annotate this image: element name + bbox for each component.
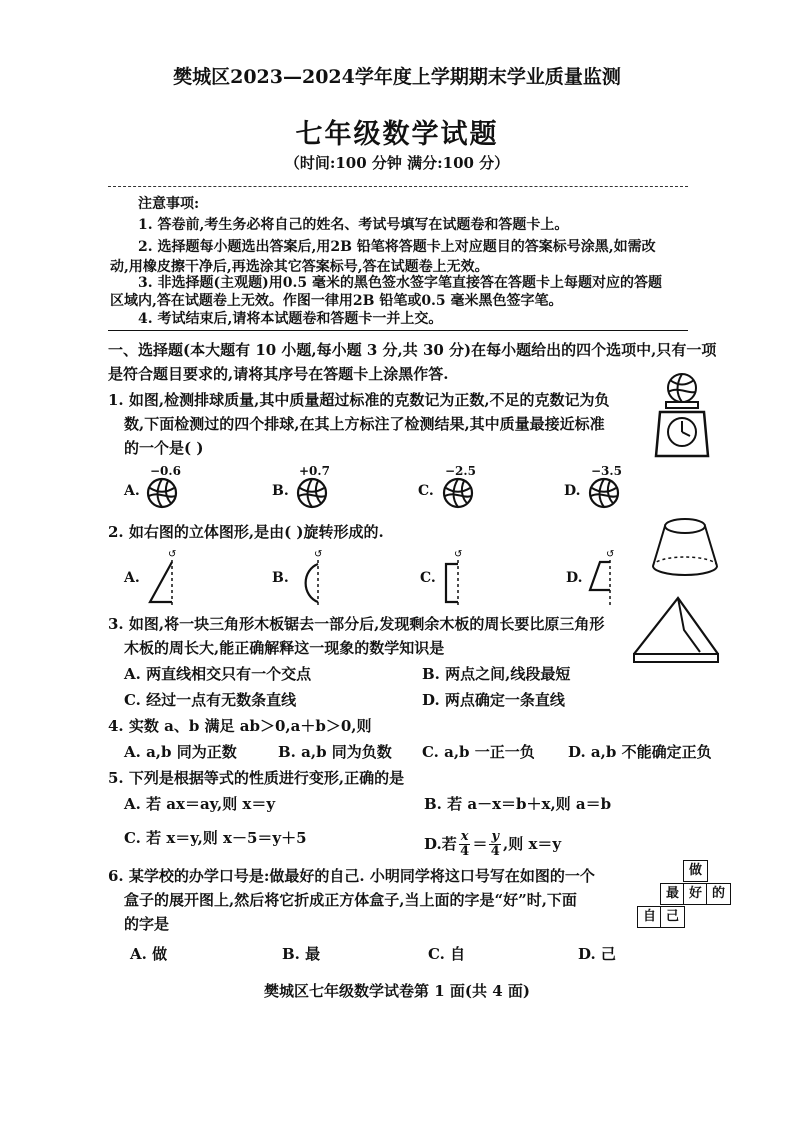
- svg-text:↺: ↺: [606, 549, 615, 560]
- q5-option-d: [424, 826, 561, 862]
- q4-option-b: B. a,b 同为负数: [278, 743, 392, 761]
- q1-option-b-label: B.: [272, 483, 289, 499]
- q5-option-d-equals: ＝: [472, 835, 488, 853]
- q1-line2: 数,下面检测过的四个排球,在其上方标注了检测结果,其中质量最接近标准: [124, 415, 605, 433]
- q6-line1: 6. 某学校的办学口号是:做最好的自己. 小明同学将这口号写在如图的一个: [108, 867, 595, 885]
- q3-option-d: D. 两点确定一条直线: [422, 691, 565, 709]
- section1-intro-line1: 一、选择题(本大题有 10 小题,每小题 3 分,共 30 分)在每小题给出的四个选项中,只有一项: [108, 341, 717, 359]
- q5-option-b: B. 若 a－x＝b＋x,则 a＝b: [424, 795, 612, 813]
- scale-with-ball-icon: [652, 372, 712, 458]
- q4-option-d: D. a,b 不能确定正负: [568, 743, 712, 761]
- q2-text: 2. 如右图的立体图形,是由( )旋转形成的.: [108, 523, 384, 541]
- notice-item-4: 4. 考试结束后,请将本试题卷和答题卡一并上交。: [138, 311, 443, 327]
- exam-top-title: 樊城区2023—2024学年度上学期期末学业质量监测: [173, 66, 621, 88]
- q5-option-d-fraction-2: [489, 830, 501, 859]
- q3-option-b: B. 两点之间,线段最短: [422, 665, 571, 683]
- q5-option-c: C. 若 x＝y,则 x－5＝y＋5: [124, 829, 307, 847]
- fraction-numerator: y: [491, 828, 500, 844]
- q3-line2: 木板的周长大,能正确解释这一现象的数学知识是: [124, 639, 445, 657]
- exam-subtitle: （时间:100 分钟 满分:100 分）: [284, 154, 510, 172]
- q2-option-a-shape: [146, 546, 186, 608]
- volleyball-icon: [588, 477, 620, 509]
- q2-option-b-label: B.: [272, 570, 289, 586]
- notice-item-2-cont: 动,用橡皮擦干净后,再选涂其它答案标号,答在试题卷上无效。: [110, 259, 489, 275]
- net-cell: 的: [706, 883, 731, 905]
- q4-text: 4. 实数 a、b 满足 ab＞0,a＋b＞0,则: [108, 717, 372, 735]
- volleyball-icon: [146, 477, 178, 509]
- q2-option-c-label: C.: [420, 570, 436, 586]
- svg-text:↺: ↺: [168, 549, 177, 560]
- triangle-board-figure: [630, 594, 722, 670]
- q5-option-d-suffix: ,则 x＝y: [503, 835, 562, 853]
- fraction-denominator: 4: [490, 843, 500, 859]
- q6-option-d: D. 己: [578, 945, 616, 963]
- q2-option-a-label: A.: [124, 570, 140, 586]
- svg-text:↺: ↺: [454, 549, 463, 560]
- q6-line3: 的字是: [124, 915, 170, 933]
- q1-option-c-label: C.: [418, 483, 434, 499]
- page-footer: 樊城区七年级数学试卷第 1 面(共 4 面): [264, 982, 530, 1000]
- notice-item-1: 1. 答卷前,考生务必将自己的姓名、考试号填写在试题卷和答题卡上。: [138, 217, 569, 233]
- net-cell: 做: [683, 860, 708, 882]
- notice-item-3: 3. 非选择题(主观题)用0.5 毫米的黑色签水签字笔直接答在答题卡上每题对应的答题: [138, 275, 662, 291]
- q2-option-c-shape: [440, 546, 480, 608]
- fraction-numerator: x: [460, 828, 469, 844]
- notice-top-rule: [108, 186, 688, 187]
- svg-text:↺: ↺: [314, 549, 323, 560]
- net-cell: 好: [683, 883, 708, 905]
- fraction-denominator: 4: [460, 843, 470, 859]
- volleyball-icon: [296, 477, 328, 509]
- q6-option-b: B. 最: [282, 945, 321, 963]
- section1-intro-line2: 是符合题目要求的,请将其序号在答题卡上涂黑作答.: [108, 365, 449, 383]
- exam-main-title: 七年级数学试题: [295, 119, 499, 150]
- net-cell: 己: [660, 906, 685, 928]
- q1-line3: 的一个是( ): [124, 439, 204, 457]
- net-cell: 最: [660, 883, 685, 905]
- q2-option-d-shape: [586, 546, 626, 608]
- q2-option-d-label: D.: [566, 570, 583, 586]
- volleyball-icon: [442, 477, 474, 509]
- q6-line2: 盒子的展开图上,然后将它折成正方体盒子,当上面的字是“好”时,下面: [124, 891, 577, 909]
- q3-option-c: C. 经过一点有无数条直线: [124, 691, 297, 709]
- q6-option-c: C. 自: [428, 945, 466, 963]
- q3-line1: 3. 如图,将一块三角形木板锯去一部分后,发现剩余木板的周长要比原三角形: [108, 615, 605, 633]
- q1-option-c-value: −2.5: [445, 464, 476, 478]
- q6-option-a: A. 做: [130, 945, 168, 963]
- q1-option-d-value: −3.5: [591, 464, 622, 478]
- q5-option-a: A. 若 ax＝ay,则 x＝y: [124, 795, 276, 813]
- q5-text: 5. 下列是根据等式的性质进行变形,正确的是: [108, 769, 405, 787]
- notice-bottom-rule: [108, 330, 688, 331]
- notice-item-2: 2. 选择题每小题选出答案后,用2B 铅笔将答题卡上对应题目的答案标号涂黑,如需改: [138, 239, 656, 255]
- q5-option-d-prefix: D.若: [424, 835, 457, 853]
- q5-option-d-fraction-1: [459, 830, 471, 859]
- q1-option-a-value: −0.6: [150, 464, 181, 478]
- q1-line1: 1. 如图,检测排球质量,其中质量超过标准的克数记为正数,不足的克数记为负: [108, 391, 610, 409]
- q4-option-c: C. a,b 一正一负: [422, 743, 535, 761]
- q3-option-a: A. 两直线相交只有一个交点: [124, 665, 312, 683]
- q4-option-a: A. a,b 同为正数: [124, 743, 237, 761]
- q1-option-d-label: D.: [564, 483, 581, 499]
- q2-option-b-shape: [292, 546, 332, 608]
- notice-title: 注意事项:: [138, 196, 200, 212]
- q1-option-b-value: +0.7: [299, 464, 330, 478]
- net-cell: 自: [637, 906, 662, 928]
- q1-option-a-label: A.: [124, 483, 140, 499]
- notice-item-3-cont: 区域内,答在试题卷上无效。作图一律用2B 铅笔或0.5 毫米黑色签字笔。: [110, 293, 563, 309]
- frustum-solid-figure: [650, 516, 720, 578]
